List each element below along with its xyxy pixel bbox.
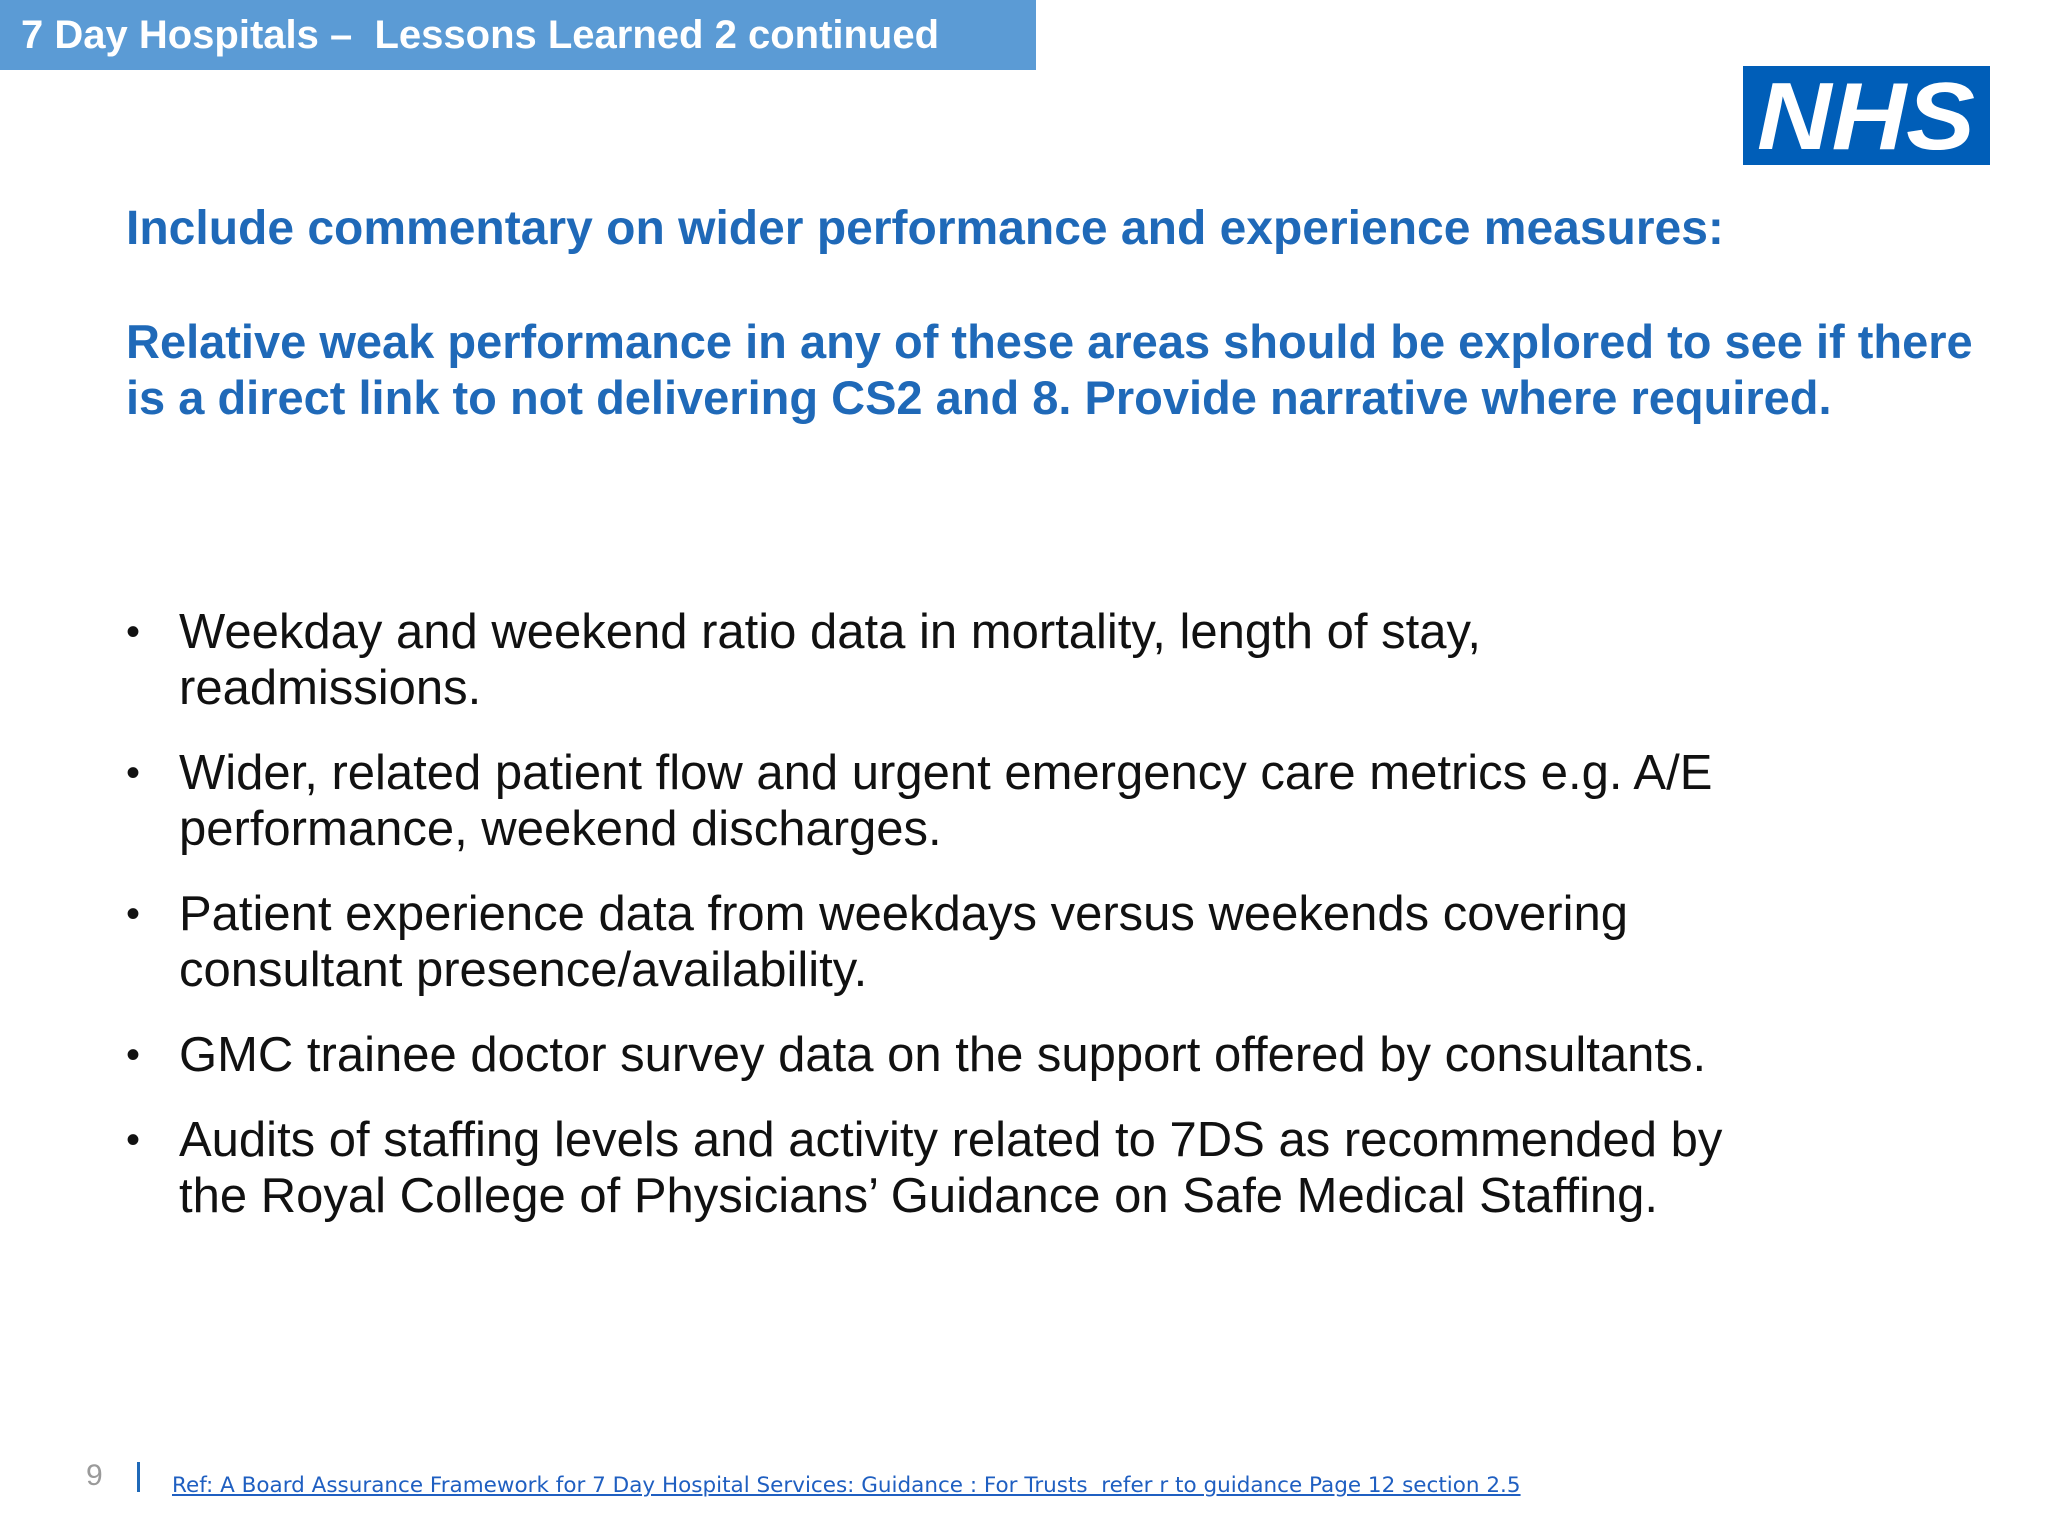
bullet-icon: • <box>126 610 141 654</box>
measures-list <box>126 604 1886 1253</box>
list-item-line: readmissions. <box>179 661 482 715</box>
list-item-line: GMC trainee doctor survey data on the support offered by consultants. <box>179 1028 1707 1082</box>
list-item-line: Weekday and weekend ratio data in mortality, length of stay, <box>179 605 1481 659</box>
list-item-staffing-audits <box>126 1112 1886 1224</box>
bullet-icon: • <box>126 892 141 936</box>
page-number: 9 <box>86 1459 103 1492</box>
slide-title: 7 Day Hospitals – Lessons Learned 2 continued <box>21 13 940 57</box>
nhs-logo-text: NHS <box>1757 66 1975 165</box>
title-bar <box>0 0 1036 70</box>
bullet-icon: • <box>126 751 141 795</box>
bullet-icon: • <box>126 1118 141 1162</box>
nhs-logo <box>1743 66 1990 165</box>
list-item-line: performance, weekend discharges. <box>179 802 942 856</box>
footer-divider <box>137 1462 140 1492</box>
list-item-line: Patient experience data from weekdays versus weekends covering <box>179 887 1628 941</box>
bullet-icon: • <box>126 1033 141 1077</box>
list-item-line: consultant presence/availability. <box>179 943 868 997</box>
list-item-gmc-survey <box>126 1027 1886 1083</box>
list-item-line: the Royal College of Physicians’ Guidance on Safe Medical Staffing. <box>179 1169 1659 1223</box>
list-item-patient-flow <box>126 745 1886 857</box>
reference-link[interactable]: Ref: A Board Assurance Framework for 7 Day Hospital Services: Guidance : For Trusts refer r to guidance Page 12 section 2.5 <box>172 1473 1521 1498</box>
list-item-patient-experience <box>126 886 1886 998</box>
list-item-line: Audits of staffing levels and activity related to 7DS as recommended by <box>179 1113 1723 1167</box>
commentary-subheading: Relative weak performance in any of these areas should be explored to see if there is a direct link to not delivering CS2 and 8. Provide narrative where required. <box>126 315 1973 424</box>
list-item-ratio-data <box>126 604 1886 716</box>
commentary-heading: Include commentary on wider performance and experience measures: <box>126 202 1724 255</box>
list-item-line: Wider, related patient flow and urgent emergency care metrics e.g. A/E <box>179 746 1713 800</box>
